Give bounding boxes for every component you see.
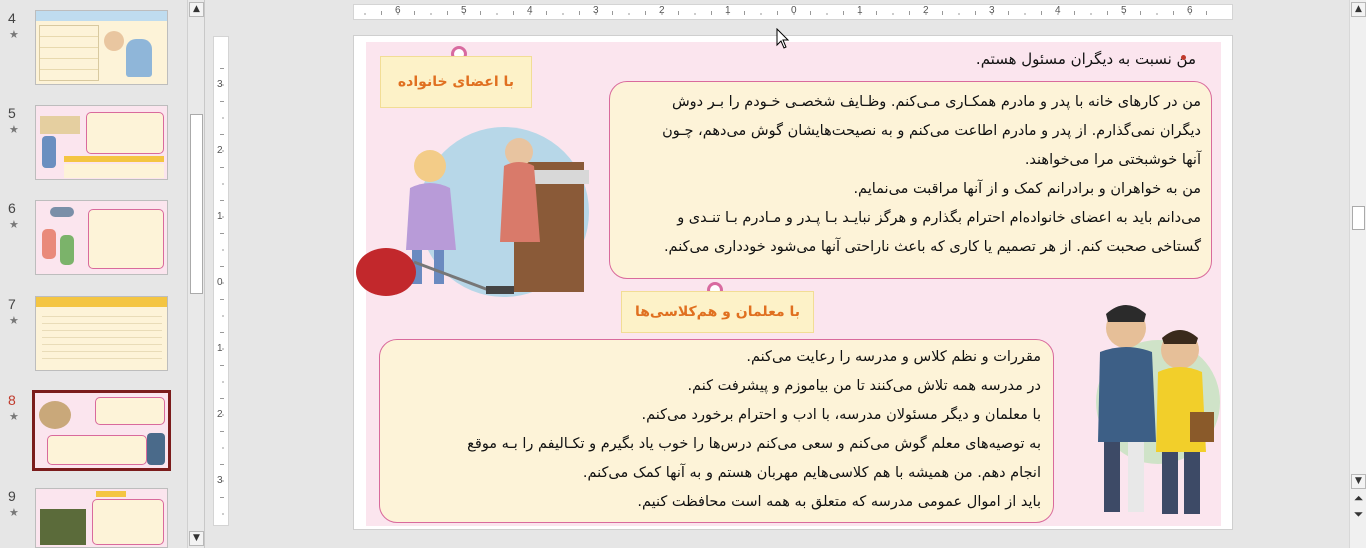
animation-star-icon: ★ [9, 218, 19, 231]
slide-scrollbar[interactable] [1349, 0, 1366, 548]
scroll-down-icon[interactable]: ▼ [189, 531, 204, 546]
family-line: من در کارهای خانه با پدر و مادرم همکـاری مـی‌کنم. وظـایف شخصـی خـودم را بـر دوش [671, 94, 1201, 110]
ruler-label: 0 [217, 277, 223, 288]
school-line: در مدرسه همه تلاش می‌کنند تا من بیاموزم و پیشرفت کنم. [687, 378, 1041, 394]
school-line: به توصیه‌های معلم گوش می‌کنم و سعی می‌کنم درس‌ها را خوب یاد بگیرم و تکـالیفم را بـه موقع [467, 436, 1041, 452]
school-title[interactable]: با معلمان و هم‌کلاسی‌ها [621, 291, 814, 333]
family-line: من به خواهران و برادرانم کمک و از آنها مراقبت می‌نمایم. [853, 181, 1201, 197]
slide-number: 7 [8, 296, 16, 312]
school-line: انجام دهم. من همیشه با هم کلاسی‌هایم مهربان هستم و به آنها کمک می‌کنم. [582, 465, 1041, 481]
ruler-label: 4 [1055, 5, 1061, 16]
slide-preview[interactable] [35, 10, 168, 85]
family-line: دیگران نمی‌گذارم. از پدر و مادرم اطاعت می‌کنم و به نصیحت‌هایشان گوش می‌دهم، چـون [662, 123, 1201, 139]
slide-preview[interactable] [35, 105, 168, 180]
family-illustration [354, 122, 594, 302]
ruler-label: 5 [1121, 5, 1127, 16]
family-text-box[interactable] [609, 81, 1212, 279]
family-title[interactable]: با اعضای خانواده [380, 56, 532, 108]
next-slide-icon[interactable]: ⏷ [1353, 507, 1364, 521]
ruler-label: 3 [217, 79, 223, 90]
previous-slide-icon[interactable]: ⏶ [1353, 491, 1364, 505]
animation-star-icon: ★ [9, 123, 19, 136]
slide-number: 6 [8, 200, 16, 216]
ruler-label: 2 [659, 5, 665, 16]
slide-preview[interactable] [35, 488, 168, 548]
ruler-label: 1 [857, 5, 863, 16]
slide-number: 4 [8, 10, 16, 26]
bullet-text[interactable]: من نسبت به دیگران مسئول هستم. [975, 50, 1196, 68]
animation-star-icon: ★ [9, 314, 19, 327]
ruler-label: 3 [989, 5, 995, 16]
slide-thumbnail-7[interactable] [0, 296, 185, 381]
animation-star-icon: ★ [9, 410, 19, 423]
scroll-down-icon[interactable]: ▼ [1351, 474, 1366, 489]
scroll-up-icon[interactable]: ▲ [189, 2, 204, 17]
ruler-label: 2 [217, 409, 223, 420]
slide-preview-selected[interactable] [32, 390, 171, 471]
slide-thumbnail-6[interactable] [0, 200, 185, 285]
scroll-up-icon[interactable]: ▲ [1351, 2, 1366, 17]
slide-thumbnail-4[interactable] [0, 10, 185, 95]
vertical-ruler [213, 36, 229, 526]
scrollbar-thumb[interactable] [190, 114, 203, 294]
scrollbar-thumb[interactable] [1352, 206, 1365, 230]
ruler-label: 3 [217, 475, 223, 486]
slide-background [366, 42, 1221, 526]
slide-number: 5 [8, 105, 16, 121]
ruler-label: 0 [791, 5, 797, 16]
slide-thumbnail-5[interactable] [0, 105, 185, 190]
classmates-illustration [1078, 292, 1223, 526]
slide-preview[interactable] [35, 200, 168, 275]
ruler-label: 4 [527, 5, 533, 16]
ruler-label: 5 [461, 5, 467, 16]
slide-canvas[interactable] [353, 35, 1233, 530]
ruler-label: 1 [725, 5, 731, 16]
slide-thumbnail-8[interactable] [0, 392, 185, 477]
ruler-label: 2 [923, 5, 929, 16]
mouse-pointer-icon [776, 28, 790, 50]
slide-thumbnail-9[interactable] [0, 488, 185, 548]
family-line: می‌دانم باید به اعضای خانواده‌ام احترام بگذارم و هرگز نبایـد بـا پـدر و مـادرم بـا تنـدی و [677, 210, 1201, 226]
animation-star-icon: ★ [9, 28, 19, 41]
ruler-label: 3 [593, 5, 599, 16]
school-line: مقررات و نظم کلاس و مدرسه را رعایت می‌کنم. [746, 349, 1041, 365]
ruler-label: 1 [217, 343, 223, 354]
slide-preview[interactable] [35, 296, 168, 371]
slide-number: 9 [8, 488, 16, 504]
thumbnail-scrollbar[interactable] [187, 0, 204, 548]
slide-number: 8 [8, 392, 16, 408]
school-line: با معلمان و دیگر مسئولان مدرسه، با ادب و احترام برخورد می‌کنم. [641, 407, 1041, 423]
school-line: باید از اموال عمومی مدرسه که متعلق به همه است محافظت کنیم. [637, 494, 1041, 510]
horizontal-ruler [353, 4, 1233, 20]
school-text-box[interactable] [379, 339, 1054, 523]
animation-star-icon: ★ [9, 506, 19, 519]
family-line: گستاخی صحبت کنم. از هر تصمیم یا کاری که باعث ناراحتی آنها می‌شود خودداری می‌کنم. [663, 239, 1201, 255]
ruler-label: 1 [217, 211, 223, 222]
ruler-label: 6 [395, 5, 401, 16]
family-line: آنها خوشبختی مرا می‌خواهند. [1024, 152, 1201, 168]
ruler-label: 6 [1187, 5, 1193, 16]
ruler-label: 2 [217, 145, 223, 156]
slide-thumbnail-pane [0, 0, 205, 548]
